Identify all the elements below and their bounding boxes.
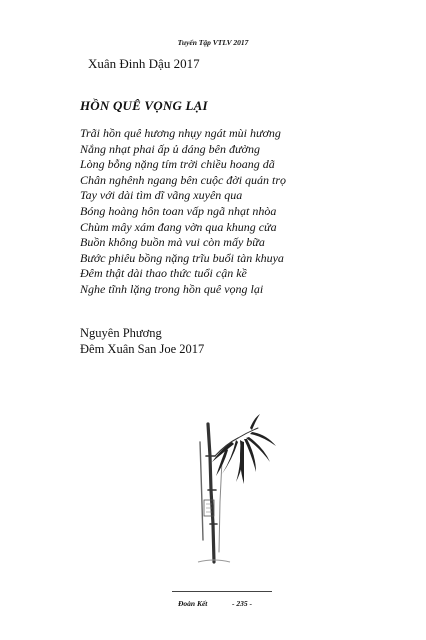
poem-line: Nghe tĩnh lặng trong hồn quê vọng lại: [80, 281, 264, 296]
poem-title: HỒN QUÊ VỌNG LẠI: [80, 98, 208, 113]
bamboo-ink-icon: [186, 412, 286, 570]
author-name: Nguyên Phương: [80, 326, 162, 340]
footer-divider: [172, 591, 272, 592]
poem-line: Đêm thật dài thao thức tuổi cận kề: [80, 266, 247, 281]
running-header: Tuyển Tập VTLV 2017: [177, 38, 249, 47]
edition-label: Xuân Đinh Dậu 2017: [88, 56, 200, 71]
author-place-date: Đêm Xuân San Joe 2017: [80, 342, 205, 356]
poem-line: Chân nghênh ngang bên cuộc đời quán trọ: [80, 172, 287, 187]
poem-line: Trãi hồn quê hương nhụy ngát mùi hương: [80, 126, 281, 140]
poem-line: Nắng nhạt phai ấp ủ dáng bên đường: [80, 141, 260, 156]
poem-line: Lòng bỗng nặng tím trời chiều hoang dã: [80, 157, 275, 172]
footer-publication: Đoàn Kết: [178, 599, 208, 608]
poem-line: Bước phiêu bồng nặng trĩu buổi tàn khuya: [80, 250, 284, 265]
author-block: [80, 325, 204, 357]
poem-line: Tay với dài tìm dĩ vãng xuyên qua: [80, 188, 243, 203]
page-number: - 235 -: [232, 599, 252, 608]
poem-body: [80, 126, 286, 298]
poem-line: Buồn không buồn mà vui còn mấy bữa: [80, 235, 265, 250]
poem-line: Bóng hoàng hôn toan vấp ngã nhạt nhòa: [80, 203, 277, 218]
poem-line: Chùm mây xám đang vờn qua khung cửa: [80, 219, 277, 234]
